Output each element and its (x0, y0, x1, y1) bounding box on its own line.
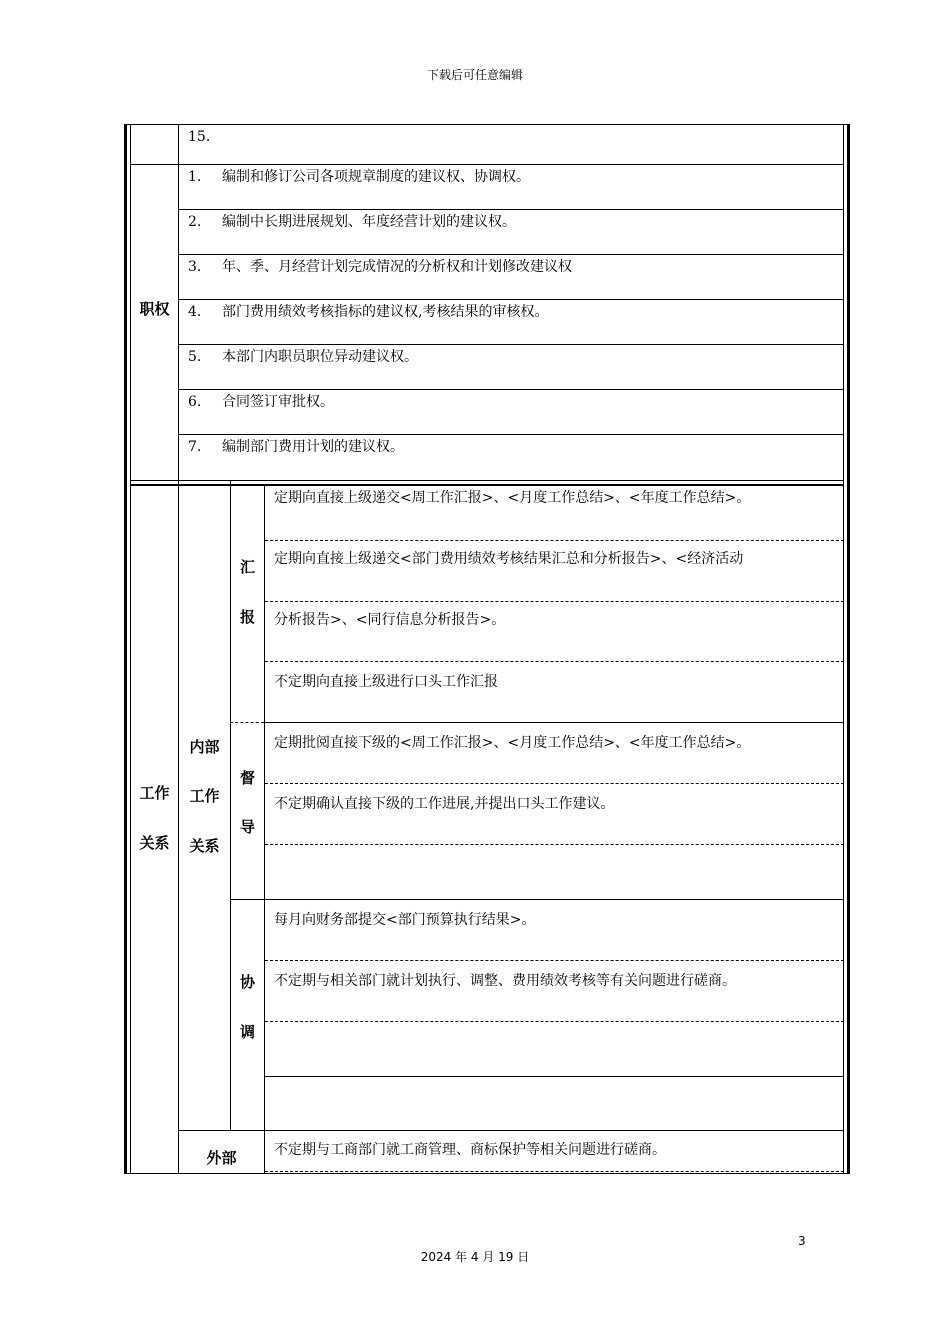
section-divider (131, 480, 844, 481)
report-line: 不定期向直接上级进行口头工作汇报 (274, 674, 498, 690)
authority-item: 5. 本部门内职员职位异动建议权。 (188, 349, 418, 365)
coordinate-label-char2: 调 (239, 1023, 255, 1041)
dashed-divider (230, 722, 264, 723)
internal-label-line1: 内部 (189, 738, 220, 756)
row-divider (179, 299, 844, 300)
relations-label-line1: 工作 (139, 784, 170, 802)
dashed-divider (265, 844, 844, 845)
row-15-text: 15. (188, 129, 211, 145)
dashed-divider (265, 601, 844, 602)
authority-item: 1. 编制和修订公司各项规章制度的建议权、协调权。 (188, 169, 530, 185)
supervise-line: 不定期确认直接下级的工作进展,并提出口头工作建议。 (274, 796, 615, 812)
table-left-border (124, 124, 127, 1174)
external-line: 不定期与工商部门就工商管理、商标保护等相关问题进行磋商。 (274, 1142, 666, 1158)
col-divider-content (264, 486, 265, 1174)
report-line: 分析报告>、<同行信息分析报告>。 (274, 612, 506, 628)
table-right-border-inner (843, 124, 844, 1174)
internal-label-line3: 关系 (189, 837, 220, 855)
relations-label-line2: 关系 (139, 834, 170, 852)
dashed-divider (265, 960, 844, 961)
report-label-char1: 汇 (239, 558, 255, 576)
row-divider (179, 254, 844, 255)
authority-label: 职权 (139, 300, 170, 318)
page-number: 3 (798, 1234, 806, 1248)
coordinate-label-char1: 协 (239, 973, 255, 991)
authority-item: 4. 部门费用绩效考核指标的建议权,考核结果的审核权。 (188, 304, 549, 320)
footer-date: 2024 年 4 月 19 日 (420, 1250, 530, 1264)
dashed-divider (265, 783, 844, 784)
authority-item: 7. 编制部门费用计划的建议权。 (188, 439, 404, 455)
row-divider (179, 344, 844, 345)
dashed-divider (265, 1021, 844, 1022)
dashed-divider (265, 661, 844, 662)
row-divider (179, 434, 844, 435)
page-header: 下载后可任意编辑 (426, 68, 523, 82)
authority-item: 6. 合同签订审批权。 (188, 394, 334, 410)
table-left-border-inner (130, 124, 131, 1174)
row-divider (179, 209, 844, 210)
supervise-line: 定期批阅直接下级的<周工作汇报>、<月度工作总结>、<年度工作总结>。 (274, 735, 751, 751)
row-divider (131, 164, 844, 165)
row-divider (179, 389, 844, 390)
table-right-border (847, 124, 850, 1174)
authority-item: 2. 编制中长期进展规划、年度经营计划的建议权。 (188, 214, 516, 230)
dashed-divider (265, 540, 844, 541)
section-divider-thick (131, 484, 844, 486)
supervise-label-char2: 导 (239, 818, 255, 836)
supervise-label-char1: 督 (239, 769, 255, 787)
report-label-char2: 报 (239, 608, 255, 626)
row-divider (230, 899, 844, 900)
report-line: 定期向直接上级递交<周工作汇报>、<月度工作总结>、<年度工作总结>。 (274, 490, 751, 506)
table-bottom-border (124, 1173, 850, 1174)
external-label: 外部 (206, 1149, 237, 1167)
row-divider (179, 1130, 844, 1131)
table-top-border (124, 124, 850, 125)
authority-item: 3. 年、季、月经营计划完成情况的分析权和计划修改建议权 (188, 259, 572, 275)
row-divider (265, 1076, 844, 1077)
internal-label-line2: 工作 (189, 787, 220, 805)
coordinate-line: 每月向财务部提交<部门预算执行结果>。 (274, 912, 536, 928)
col-divider-1 (178, 124, 179, 1174)
row-divider (265, 722, 844, 723)
coordinate-line: 不定期与相关部门就计划执行、调整、费用绩效考核等有关问题进行磋商。 (274, 973, 736, 989)
report-line: 定期向直接上级递交<部门费用绩效考核结果汇总和分析报告>、<经济活动 (274, 551, 744, 567)
dashed-divider (265, 1171, 844, 1172)
